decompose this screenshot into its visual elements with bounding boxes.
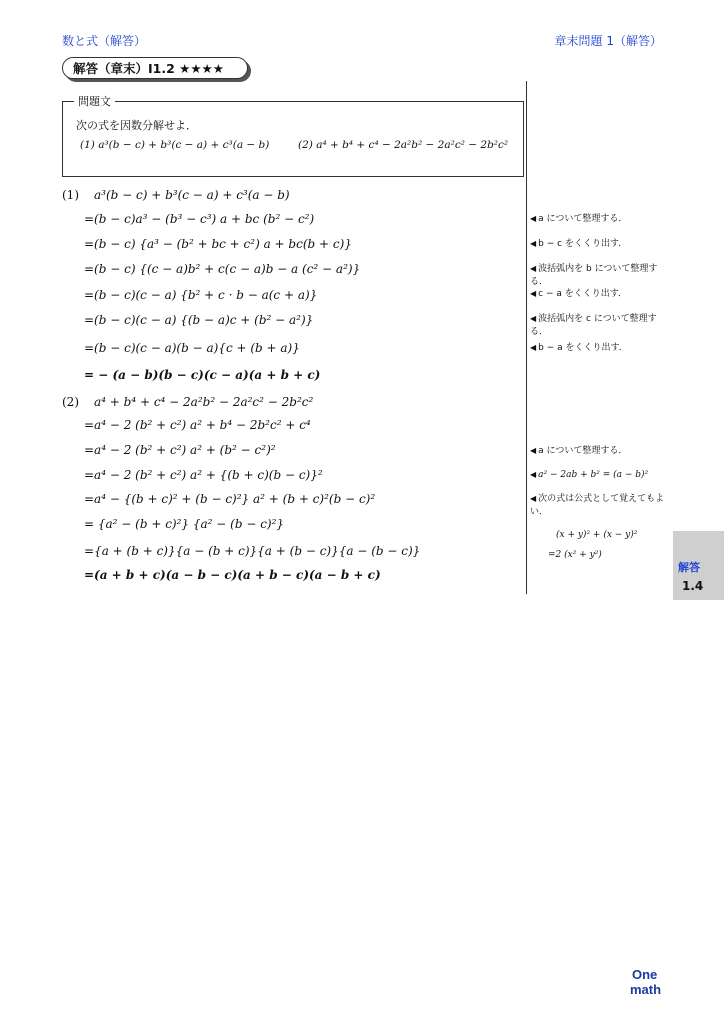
margin-note: ◀ b − c をくくり出す． bbox=[530, 239, 628, 249]
margin-note: ◀ a について整理する． bbox=[530, 446, 628, 456]
note-formula-line-1: (x + y)² + (x − y)² bbox=[556, 530, 638, 540]
side-tab-number: 1.4 bbox=[682, 579, 704, 593]
solution-2-line: = {a² − (b + c)²} {a² − (b − c)²} bbox=[84, 517, 285, 531]
side-tab-label: 解答 bbox=[678, 561, 700, 574]
margin-divider bbox=[526, 81, 527, 594]
solution-1-line: =(b − c) {a³ − (b² + bc + c²) a + bc(b + c)} bbox=[84, 237, 352, 251]
solution-2-line: =a⁴ − 2 (b² + c²) a² + {(b + c)(b − c)}² bbox=[84, 468, 323, 482]
margin-note: ◀ 波括弧内を b について整理する． bbox=[530, 264, 658, 287]
solution-1-line: =(b − c)(c − a) {b² + c · b − a(c + a)} bbox=[84, 288, 318, 302]
logo-text-top: One bbox=[632, 967, 658, 982]
solution-2-line: =a⁴ − {(b + c)² + (b − c)²} a² + (b + c)²(b − c)² bbox=[84, 492, 376, 506]
margin-note: ◀ b − a をくくり出す． bbox=[530, 343, 628, 353]
note-formula-line-2: =2 (x² + y²) bbox=[548, 550, 602, 560]
margin-note: ◀ 次の式は公式として覚えてもよい． bbox=[530, 494, 665, 517]
triangle-marker-icon: ◀ bbox=[530, 343, 537, 352]
logo-text-bottom: math bbox=[630, 982, 662, 997]
triangle-marker-icon: ◀ bbox=[530, 289, 537, 298]
answer-title-badge: 解答（章末）I1.2 ★★★★ bbox=[62, 57, 248, 79]
solution-2-line: ={a + (b + c)}{a − (b + c)}{a + (b − c)}{a − (b − c)} bbox=[84, 544, 421, 558]
triangle-marker-icon: ◀ bbox=[530, 494, 537, 503]
problem-legend: 問題文 bbox=[74, 93, 115, 109]
solution-1-line: a³(b − c) + b³(c − a) + c³(a − b) bbox=[94, 188, 290, 202]
triangle-marker-icon: ◀ bbox=[530, 314, 537, 323]
triangle-marker-icon: ◀ bbox=[530, 264, 537, 273]
triangle-marker-icon: ◀ bbox=[530, 214, 537, 223]
solution-1-line: =(b − c)(c − a)(b − a){c + (b + a)} bbox=[84, 341, 300, 355]
margin-note: ◀ 波括弧内を c について整理する． bbox=[530, 314, 657, 337]
solution-1-line: =(b − c)(c − a) {(b − a)c + (b² − a²)} bbox=[84, 313, 314, 327]
solution-1-result: = − (a − b)(b − c)(c − a)(a + b + c) bbox=[84, 368, 321, 382]
margin-note: ◀ a² − 2ab + b² = (a − b)² bbox=[530, 470, 649, 480]
header-right-title: 章末問題 1（解答） bbox=[554, 34, 662, 48]
header-left-title: 数と式（解答） bbox=[62, 34, 147, 48]
triangle-marker-icon: ◀ bbox=[530, 239, 537, 248]
solution-2-label: (2) bbox=[62, 395, 79, 409]
solution-2-line: =a⁴ − 2 (b² + c²) a² + b⁴ − 2b²c² + c⁴ bbox=[84, 418, 311, 432]
solution-2-result: =(a + b + c)(a − b − c)(a + b − c)(a − b + c) bbox=[84, 568, 381, 582]
onemath-logo bbox=[629, 966, 681, 998]
problem-part-2: (2) a⁴ + b⁴ + c⁴ − 2a²b² − 2a²c² − 2b²c² bbox=[298, 139, 509, 151]
margin-note: ◀ c − a をくくり出す． bbox=[530, 289, 628, 299]
margin-note: ◀ a について整理する． bbox=[530, 214, 628, 224]
triangle-marker-icon: ◀ bbox=[530, 470, 537, 479]
solution-2-line: a⁴ + b⁴ + c⁴ − 2a²b² − 2a²c² − 2b²c² bbox=[94, 395, 314, 409]
solution-1-line: =(b − c) {(c − a)b² + c(c − a)b − a (c² − a²)} bbox=[84, 262, 361, 276]
solution-2-line: =a⁴ − 2 (b² + c²) a² + (b² − c²)² bbox=[84, 443, 276, 457]
solution-1-line: =(b − c)a³ − (b³ − c³) a + bc (b² − c²) bbox=[84, 212, 315, 226]
problem-instruction: 次の式を因数分解せよ． bbox=[76, 119, 197, 132]
problem-part-1: (1) a³(b − c) + b³(c − a) + c³(a − b) bbox=[80, 139, 270, 151]
triangle-marker-icon: ◀ bbox=[530, 446, 537, 455]
solution-1-label: (1) bbox=[62, 188, 79, 202]
